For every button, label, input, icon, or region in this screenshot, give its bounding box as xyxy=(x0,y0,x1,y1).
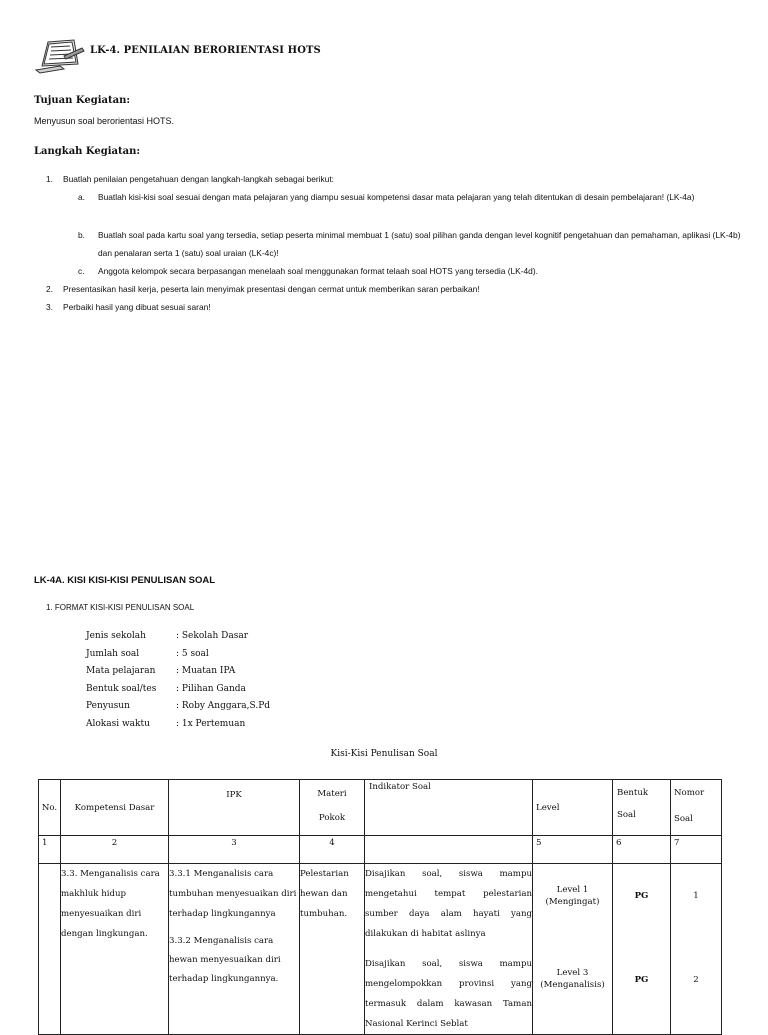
header-nomor xyxy=(671,780,722,836)
header-bentuk-line2: Soal xyxy=(617,810,636,820)
step-number: 1. xyxy=(46,174,53,184)
step-text: Presentasikan hasil kerja, peserta lain menyimak presentasi dengan cermat untuk memberikan saran perbaikan! xyxy=(63,284,480,294)
bentuk-1-text: PG xyxy=(634,891,649,901)
meta-value: : 1x Pertemuan xyxy=(176,718,246,729)
num-cell: 1 xyxy=(39,836,61,864)
meta-key: Bentuk soal/tes xyxy=(86,683,157,694)
meta-row xyxy=(86,649,386,667)
kd-text: 3.3. Menganalisis cara makhluk hidup menyesuaikan diri dengan lingkungan. xyxy=(61,869,160,939)
header-bentuk-line1: Bentuk xyxy=(617,788,649,798)
meta-key: Mata pelajaran xyxy=(86,666,156,676)
header-bentuk xyxy=(613,780,671,836)
table-row xyxy=(39,864,722,1035)
substep-letter: a. xyxy=(78,192,85,202)
meta-key: Alokasi waktu xyxy=(86,718,150,729)
header-level-text: Level xyxy=(536,802,560,813)
header-indikator-text: Indikator Soal xyxy=(369,782,431,792)
row-nomor xyxy=(671,864,722,1035)
meta-row xyxy=(86,701,386,719)
header-ipk-text: IPK xyxy=(226,790,242,800)
substep-b xyxy=(78,226,748,262)
ipk-1-text: 3.3.1 Menganalisis cara tumbuhan menyesuaikan diri terhadap lingkungannya xyxy=(169,869,297,919)
substep-text: Anggota kelompok secara berpasangan menelaah soal menggunakan format telaah soal HOTS yang tersedia (LK-4d). xyxy=(98,266,538,276)
meta-row xyxy=(86,666,386,684)
num-cell: 7 xyxy=(671,836,722,864)
meta-value: : Muatan IPA xyxy=(176,666,236,676)
meta-value: : 5 soal xyxy=(176,648,209,659)
header-materi-line2: Pokok xyxy=(318,813,346,823)
substep-a xyxy=(78,188,748,224)
nomor-2-text: 2 xyxy=(693,975,699,985)
meta-row xyxy=(86,631,386,649)
meta-key: Penyusun xyxy=(86,701,130,711)
meta-key: Jenis sekolah xyxy=(86,631,146,641)
ipk-2-text: 3.3.2 Menganalisis cara hewan menyesuaikan diri terhadap lingkungannya. xyxy=(169,936,281,984)
table-header-row xyxy=(39,780,722,836)
step-1 xyxy=(46,170,746,188)
meta-value: : Sekolah Dasar xyxy=(176,631,249,641)
step-number: 2. xyxy=(46,284,53,294)
meta-value: : Pilihan Ganda xyxy=(176,683,246,694)
materi-text: Pelestarian hewan dan tumbuhan. xyxy=(300,869,349,919)
row-materi xyxy=(300,864,365,1035)
meta-row xyxy=(86,684,386,702)
tujuan-text: Menyusun soal berorientasi HOTS. xyxy=(34,116,175,126)
notepad-pen-icon xyxy=(34,36,86,74)
langkah-label: Langkah Kegiatan: xyxy=(34,146,141,157)
level-2-text: Level 3 (Menganalisis) xyxy=(540,968,605,990)
header-no-text: No. xyxy=(41,802,58,813)
page-title: LK-4. PENILAIAN BERORIENTASI HOTS xyxy=(90,45,321,56)
header-no xyxy=(39,780,61,836)
header-nomor-line2: Soal xyxy=(674,814,693,824)
num-cell: 5 xyxy=(533,836,613,864)
row-kd xyxy=(61,864,169,1035)
num-cell: 3 xyxy=(169,836,300,864)
row-bentuk xyxy=(613,864,671,1035)
level-1-text: Level 1 (Mengingat) xyxy=(545,885,600,907)
substep-text: Buatlah kisi-kisi soal sesuai dengan mata pelajaran yang diampu sesuai kompetensi dasar mata pelajaran yang telah ditentukan di desain pembelajaran! (LK-4a) xyxy=(98,192,695,202)
substep-text: Buatlah soal pada kartu soal yang tersedia, setiap peserta minimal membuat 1 (satu) soal pilihan ganda dengan level kognitif pengetahuan dan pemahaman, aplikasi (LK-4b) dan penalaran serta 1 (satu) soal uraian (LK-4c)! xyxy=(98,230,741,258)
section-subtitle: 1. FORMAT KISI-KISI PENULISAN SOAL xyxy=(46,603,195,612)
kisi-kisi-table xyxy=(38,779,722,1035)
row-level xyxy=(533,864,613,1035)
substep-c xyxy=(78,262,748,280)
header-level xyxy=(533,780,613,836)
bentuk-2-text: PG xyxy=(634,975,649,985)
step-text: Buatlah penilaian pengetahuan dengan langkah-langkah sebagai berikut: xyxy=(63,174,335,184)
meta-value: : Roby Anggara,S.Pd xyxy=(176,701,271,711)
header-ipk xyxy=(169,780,300,836)
header-kd-text: Kompetensi Dasar xyxy=(74,802,155,813)
header-materi-line1: Materi xyxy=(317,789,347,799)
step-2 xyxy=(46,280,746,298)
header-materi xyxy=(300,780,365,836)
num-cell: 2 xyxy=(61,836,169,864)
indikator-1-text: Disajikan soal, siswa mampu mengetahui tempat pelestarian sumber daya alam hayati yang dilakukan di habitat aslinya xyxy=(365,869,532,939)
step-3 xyxy=(46,298,746,316)
header-kd xyxy=(61,780,169,836)
meta-block xyxy=(86,631,386,736)
row-ipk xyxy=(169,864,300,1035)
header-indikator xyxy=(365,780,533,836)
substep-letter: c. xyxy=(78,266,85,276)
row-indikator xyxy=(365,864,533,1035)
meta-key: Jumlah soal xyxy=(86,648,140,659)
step-text: Perbaiki hasil yang dibuat sesuai saran! xyxy=(63,302,211,312)
section-title: LK-4A. KISI KISI-KISI PENULISAN SOAL xyxy=(34,575,216,586)
substep-letter: b. xyxy=(78,230,85,240)
step-number: 3. xyxy=(46,302,53,312)
meta-row xyxy=(86,719,386,737)
indikator-2-text: Disajikan soal, siswa mampu mengelompokkan provinsi yang termasuk dalam kawasan Taman Nasional Kerinci Seblat xyxy=(365,959,532,1029)
num-cell: 4 xyxy=(300,836,365,864)
header-nomor-line1: Nomor xyxy=(674,788,705,798)
num-cell xyxy=(365,836,533,864)
table-caption: Kisi-Kisi Penulisan Soal xyxy=(330,749,438,759)
row-no xyxy=(39,864,61,1035)
table-number-row xyxy=(39,836,722,864)
tujuan-label: Tujuan Kegiatan: xyxy=(34,95,131,106)
num-cell: 6 xyxy=(613,836,671,864)
nomor-1-text: 1 xyxy=(693,891,699,901)
